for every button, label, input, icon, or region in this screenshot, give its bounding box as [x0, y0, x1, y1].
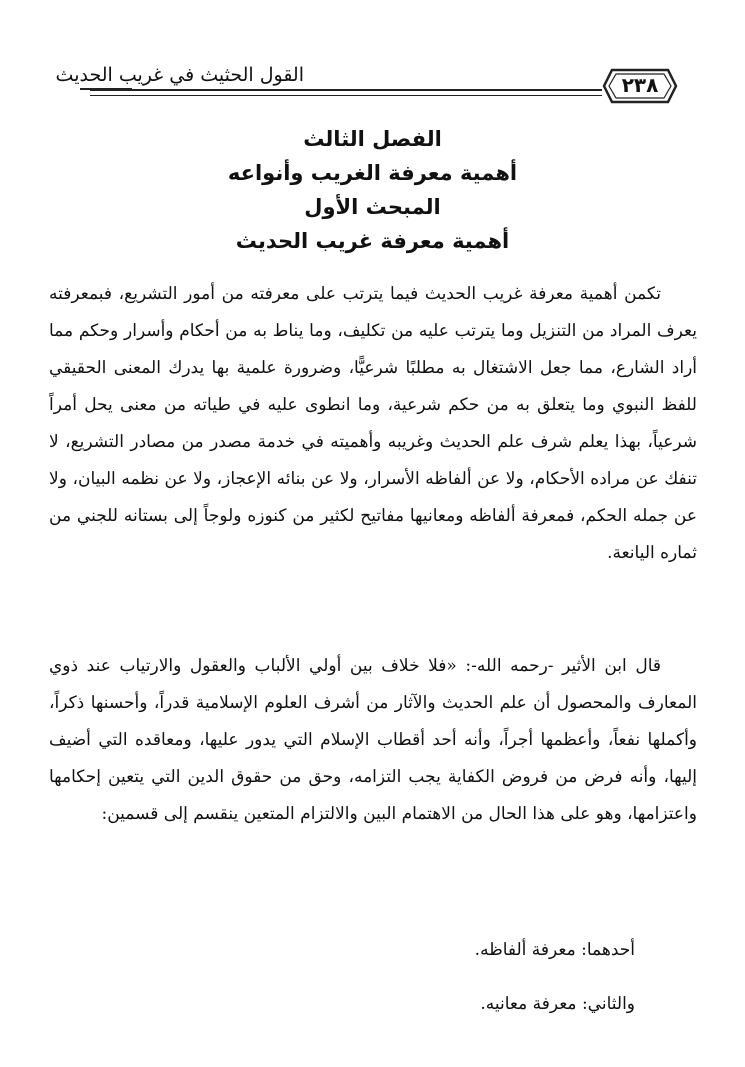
- page-number: ٢٣٨: [621, 73, 659, 97]
- header-rule-thin: [90, 95, 675, 96]
- chapter-headings: [100, 122, 645, 258]
- section-title: المبحث الأول: [304, 195, 441, 219]
- section-subtitle: أهمية معرفة غريب الحديث: [235, 229, 510, 253]
- paragraph-2: [49, 648, 697, 833]
- paragraph-1-text: تكمن أهمية معرفة غريب الحديث فيما يترتب على معرفته من أمور التشريع، فبمعرفته يعرف المراد من التنزيل وما يترتب عليه من تكليف، وما يناط به من أحكام وأسرار وحكم مما أراد الشارع، مما جعل الاشتغال به مطلبًا شرعيًّا، وضرورة علمية بها يدرك المعنى الحقيقي للفظ النبوي وما يتعلق به من حكم شرعية، وما انطوى عليه في طياته من معنى يحل أمراً شرعياً، بهذا يعلم شرف علم الحديث وغريبه وأهميته في خدمة مصدر من مصادر التشريع، لا تنفك عن مراده الأحكام، ولا عن ألفاظه الأسرار، ولا عن بنائه الإعجاز، ولا عن نظمه البيان، ولا عن جمله الحكم، فمعرفة ألفاظه ومعانيها مفاتيح لكثير من كنوزه ولوجاً إلى بستانه للجني من ثماره اليانعة.: [49, 284, 697, 563]
- list-item-second: والثاني: معرفة معانيه.: [480, 994, 635, 1014]
- chapter-title: الفصل الثالث: [303, 127, 442, 151]
- page-header: [55, 62, 680, 112]
- running-title: القول الحثيث في غريب الحديث: [50, 64, 310, 86]
- page-number-frame: [602, 66, 678, 106]
- paragraph-2-text: قال ابن الأثير -رحمه الله-: «فلا خلاف بين أولي الألباب والعقول والارتياب عند ذوي المعارف والمحصول أن علم الحديث والآثار من أشرف العلوم الإسلامية قدراً، وأحسنها ذكراً، وأكملها نفعاً، وأعظمها أجراً، وأنه أحد أقطاب الإسلام التي يدور عليها، ومعاقده التي أضيف إليها، وأنه فرض من فروض الكفاية يجب التزامه، وحق من حقوق الدين التي يتعين إحكامها واعتزامها، وهو على هذا الحال من الاهتمام البين والالتزام المتعين ينقسم إلى قسمين:: [49, 656, 697, 824]
- paragraph-1: [49, 276, 697, 572]
- chapter-subtitle: أهمية معرفة الغريب وأنواعه: [227, 161, 518, 185]
- header-rule: [90, 89, 675, 91]
- list-item-first: أحدهما: معرفة ألفاظه.: [474, 940, 635, 960]
